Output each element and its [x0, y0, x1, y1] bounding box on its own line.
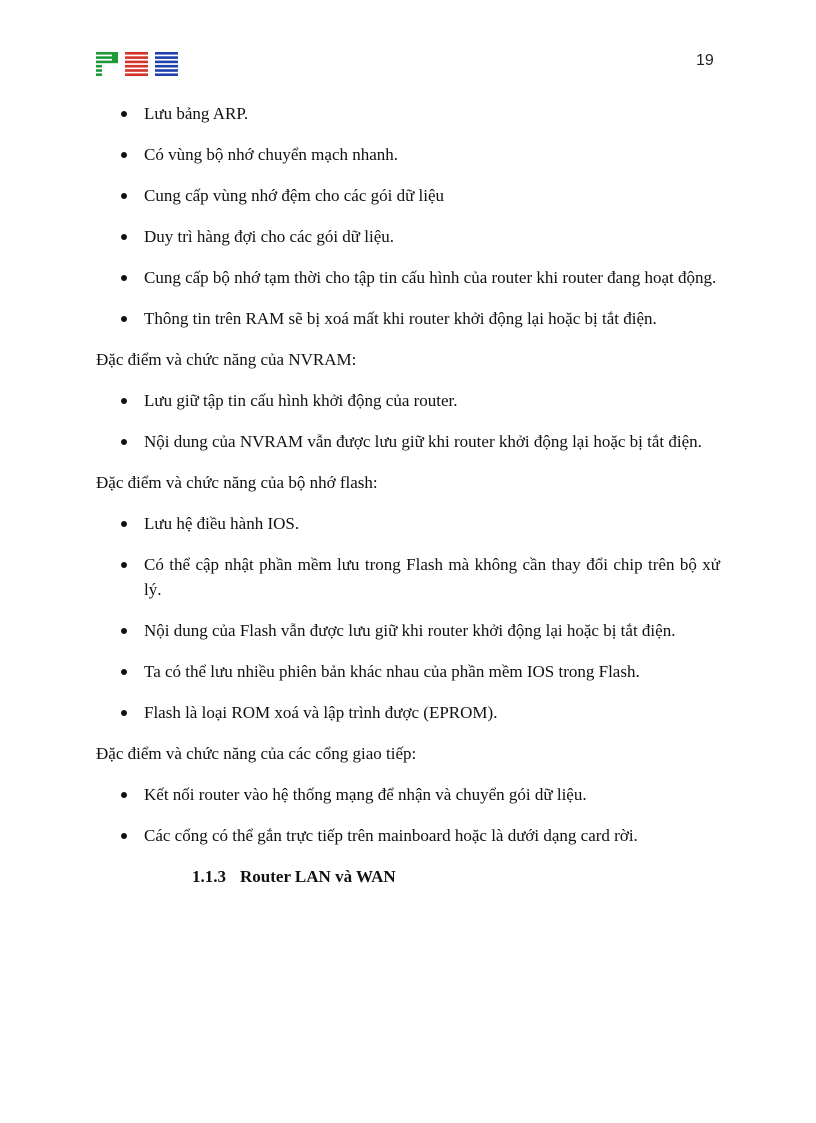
pnh-logo	[96, 52, 178, 76]
list-item: Cung cấp vùng nhớ đệm cho các gói dữ liệu	[96, 183, 720, 208]
list-item: Nội dung của NVRAM vẫn được lưu giữ khi router khởi động lại hoặc bị tắt điện.	[96, 429, 720, 454]
nvram-intro: Đặc điểm và chức năng của NVRAM:	[96, 350, 357, 369]
list-item: Lưu giữ tập tin cấu hình khởi động của router.	[96, 388, 720, 413]
list-item: Nội dung của Flash vẫn được lưu giữ khi router khởi động lại hoặc bị tắt điện.	[96, 618, 720, 643]
logo-letter-p	[96, 52, 118, 76]
list-item: Có vùng bộ nhớ chuyển mạch nhanh.	[96, 142, 720, 167]
list-item: Duy trì hàng đợi cho các gói dữ liệu.	[96, 224, 720, 249]
list-item: Có thể cập nhật phần mềm lưu trong Flash mà không cần thay đổi chip trên bộ xử lý.	[96, 552, 720, 602]
page-number: 19	[696, 52, 714, 69]
flash-intro: Đặc điểm và chức năng của bộ nhớ flash:	[96, 473, 378, 492]
logo-letter-h	[155, 52, 178, 76]
section-title: Router LAN và WAN	[240, 867, 396, 886]
list-item: Cung cấp bộ nhớ tạm thời cho tập tin cấu hình của router khi router đang hoạt động.	[96, 265, 720, 290]
nvram-feature-list	[96, 388, 720, 454]
list-item: Lưu hệ điều hành IOS.	[96, 511, 720, 536]
ports-feature-list	[96, 782, 720, 848]
list-item: Lưu bảng ARP.	[96, 101, 720, 126]
ports-intro: Đặc điểm và chức năng của các cổng giao tiếp:	[96, 744, 417, 763]
flash-feature-list	[96, 511, 720, 725]
logo-letter-n	[125, 52, 148, 76]
list-item: Ta có thể lưu nhiều phiên bản khác nhau của phần mềm IOS trong Flash.	[96, 659, 720, 684]
list-item: Các cổng có thể gắn trực tiếp trên mainboard hoặc là dưới dạng card rời.	[96, 823, 720, 848]
list-item: Thông tin trên RAM sẽ bị xoá mất khi router khởi động lại hoặc bị tắt điện.	[96, 306, 720, 331]
section-number: 1.1.3	[192, 867, 226, 886]
section-heading	[192, 864, 720, 889]
document-body	[96, 101, 720, 889]
list-item: Flash là loại ROM xoá và lập trình được (EPROM).	[96, 700, 720, 725]
ram-feature-list	[96, 101, 720, 331]
list-item: Kết nối router vào hệ thống mạng để nhận và chuyển gói dữ liệu.	[96, 782, 720, 807]
